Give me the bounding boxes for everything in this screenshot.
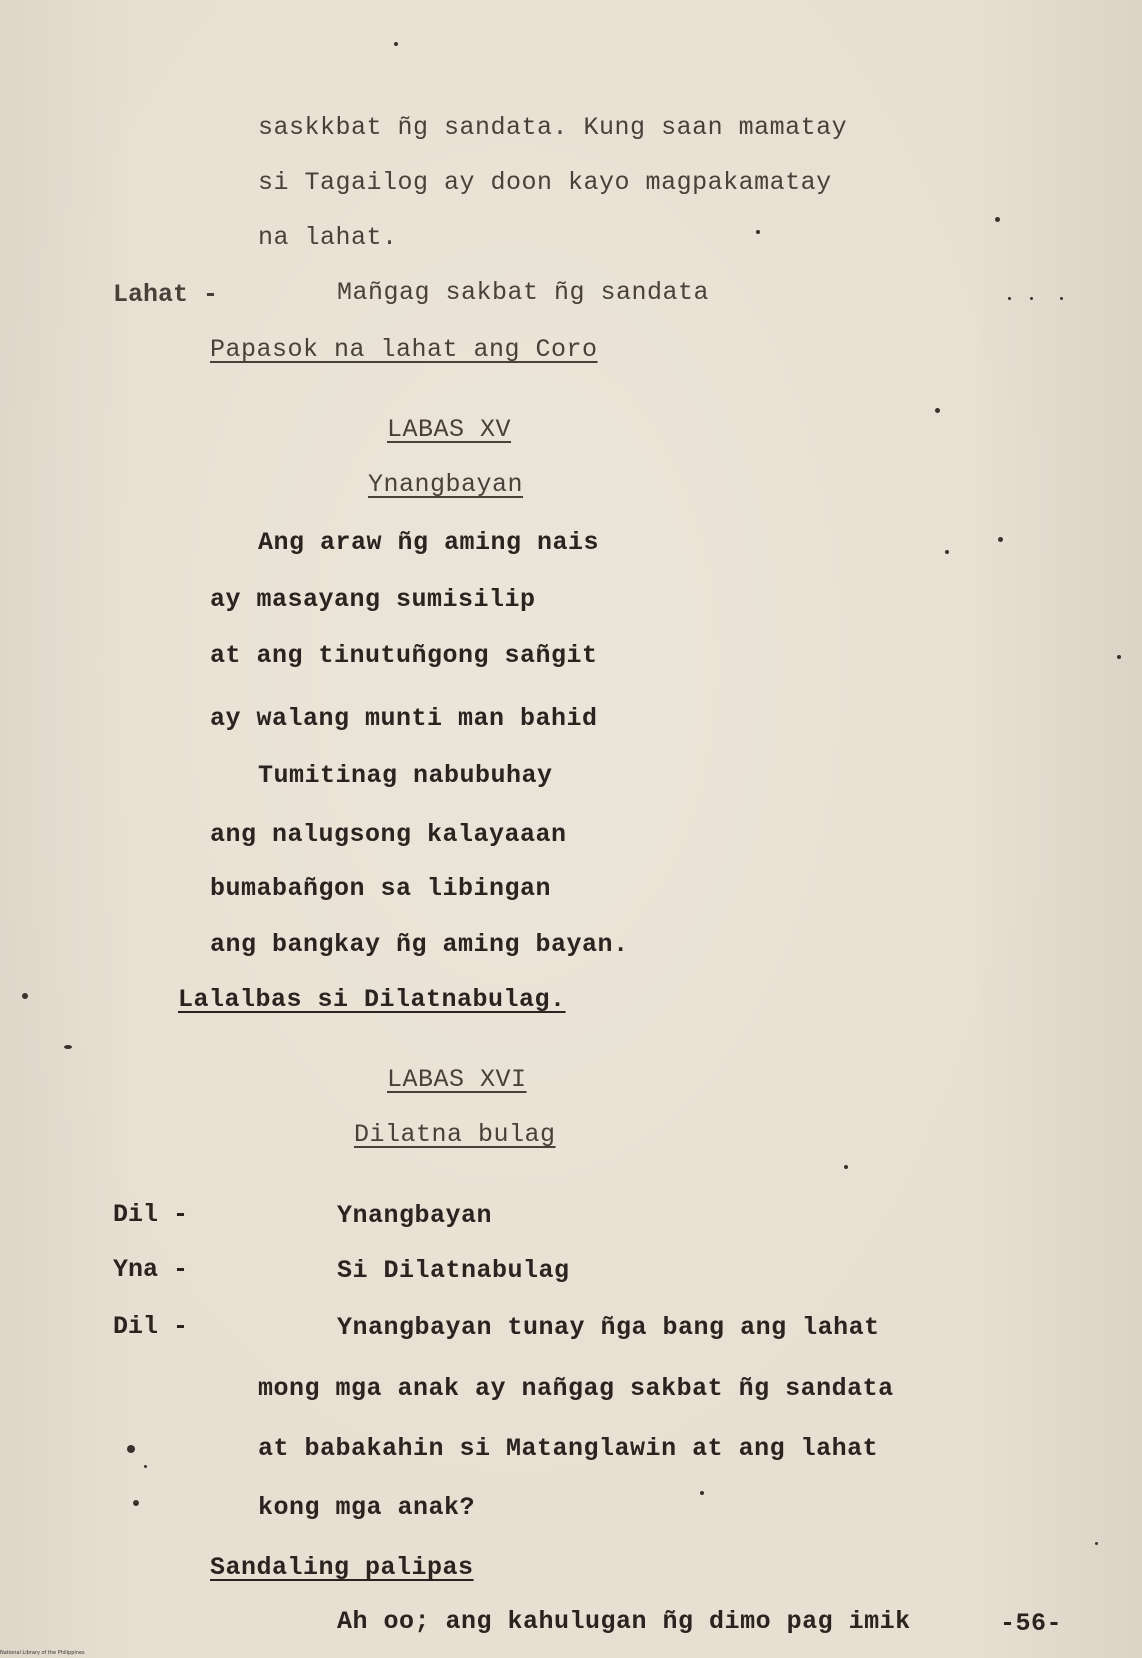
- verse-line: ang bangkay ñg aming bayan.: [210, 930, 629, 959]
- scan-speck: [127, 1445, 135, 1453]
- verse-line: Tumitinag nabubuhay: [258, 761, 553, 790]
- scan-speck: [700, 1491, 704, 1495]
- character-heading: Dilatna bulag: [354, 1120, 556, 1149]
- scan-speck: [64, 1045, 72, 1049]
- stage-direction: Lalalbas si Dilatnabulag.: [178, 985, 566, 1014]
- dialogue-continuation: at babakahin si Matanglawin at ang lahat: [258, 1434, 879, 1463]
- text-line: saskkbat ñg sandata. Kung saan mamatay: [258, 113, 848, 142]
- verse-line: ay walang munti man bahid: [210, 704, 598, 733]
- scan-speck: [844, 1165, 848, 1169]
- verse-line: ay masayang sumisilip: [210, 585, 536, 614]
- character-heading: Ynangbayan: [368, 470, 524, 499]
- scan-speck: [1117, 655, 1121, 659]
- scene-title: LABAS XVI: [387, 1065, 527, 1094]
- dialogue-continuation: mong mga anak ay nañgag sakbat ñg sandata: [258, 1374, 894, 1403]
- scan-speck: [1095, 1542, 1098, 1545]
- dialogue-text: Si Dilatnabulag: [337, 1256, 570, 1285]
- scan-speck: [995, 217, 1000, 222]
- scan-speck: [133, 1500, 139, 1506]
- text-line: si Tagailog ay doon kayo magpakamatay: [258, 168, 832, 197]
- dialogue-text: Ynangbayan: [337, 1201, 493, 1230]
- dialogue-text: Ah oo; ang kahulugan ñg dimo pag imik: [337, 1607, 911, 1636]
- scan-speck: [1030, 297, 1033, 300]
- speaker-label: Lahat -: [113, 280, 219, 309]
- scan-speck: [144, 1465, 147, 1468]
- dialogue-text: Mañgag sakbat ñg sandata: [337, 278, 710, 307]
- verse-line: bumabañgon sa libingan: [210, 874, 552, 903]
- scan-speck: [756, 230, 760, 234]
- speaker-label: Yna -: [113, 1255, 189, 1284]
- scene-title: LABAS XV: [387, 415, 512, 444]
- footer-credit: National Library of the Philippines: [0, 1650, 85, 1656]
- speaker-label: Dil -: [113, 1200, 189, 1229]
- speaker-label: Dil -: [113, 1312, 189, 1341]
- stage-direction: Papasok na lahat ang Coro: [210, 335, 598, 364]
- text-line: na lahat.: [258, 223, 398, 252]
- scan-speck: [945, 550, 949, 554]
- scan-speck: [22, 993, 28, 999]
- stage-direction: Sandaling palipas: [210, 1553, 474, 1582]
- dialogue-continuation: kong mga anak?: [258, 1493, 476, 1522]
- dialogue-text: Ynangbayan tunay ñga bang ang lahat: [337, 1313, 880, 1342]
- scan-speck: [1060, 297, 1063, 300]
- scan-speck: [935, 408, 940, 413]
- scan-speck: [394, 42, 398, 46]
- scan-speck: [1008, 297, 1011, 300]
- verse-line: at ang tinutuñgong sañgit: [210, 641, 598, 670]
- verse-line: ang nalugsong kalayaaan: [210, 820, 567, 849]
- scan-speck: [998, 537, 1003, 542]
- page-number: -56-: [1000, 1609, 1063, 1638]
- verse-line: Ang araw ñg aming nais: [258, 528, 600, 557]
